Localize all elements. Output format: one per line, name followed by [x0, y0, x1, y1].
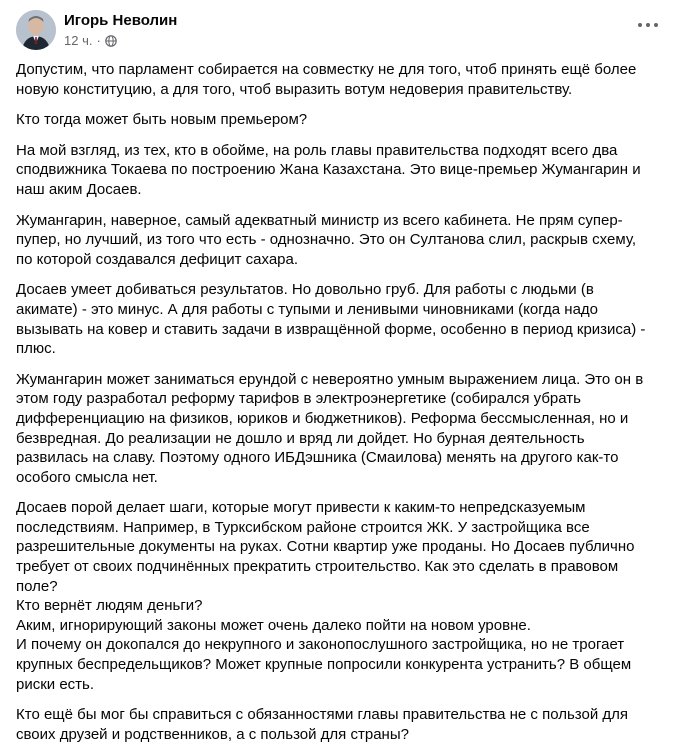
post-paragraph: Жумангарин, наверное, самый адекватный министр из всего кабинета. Не прям супер-пупер, но лучший, из того что есть - однозначно. Это он Султанова слил, раскрыв схему, по которой создавался дефицит сахара. — [16, 211, 636, 268]
post-body — [16, 60, 656, 755]
post-paragraph: На мой взгляд, из тех, кто в обойме, на роль главы правительства подходят всего два сподвижника Токаева по построению Жана Казахстана. Это вице-премьер Жумангарин и наш аким Досаев. — [16, 141, 641, 198]
post-paragraph: Кто тогда может быть новым премьером? — [16, 111, 308, 129]
author-avatar[interactable] — [16, 10, 56, 50]
post-paragraph: Допустим, что парламент собирается на совместку не для того, чтоб принять ещё более новую конституцию, а для того, чтоб выразить вотум недоверия правительству. — [16, 61, 637, 98]
meta-separator: · — [96, 33, 101, 48]
globe-icon[interactable] — [105, 35, 117, 47]
post-meta — [64, 33, 117, 48]
post-paragraph: Досаев порой делает шаги, которые могут привести к каким-то непредсказуемым последствиям. Например, в Турксибском районе строится ЖК. У застройщика все разрешительные документы на руках. Сотни квартир уже проданы. Но Досаев публично требует от своих подчинённых прекратить строительство. Как это сделать в правовом поле? Кто вернёт людям деньги? Аким, игнорирующий законы может очень далеко пойти на новом уровне. И почему он докопался до некрупного и законопослушного застройщика, но не трогает крупных беспредельщиков? Может крупные попросили конкурента устранить? В общем риски есть. — [16, 499, 635, 693]
post-paragraph: Досаев умеет добиваться результатов. Но довольно груб. Для работы с людьми (в акимате) - это минус. А для работы с тупыми и ленивыми чиновниками (когда надо вызывать на ковер и ставить задачи в извращённой форме, особенно в период кризиса) - плюс. — [16, 281, 646, 358]
more-options-icon[interactable] — [638, 18, 658, 32]
author-name[interactable]: Игорь Неволин — [64, 12, 178, 29]
post-paragraph: Кто ещё бы мог бы справиться с обязанностями главы правительства не с пользой для своих друзей и родственников, а с пользой для страны? — [16, 706, 629, 743]
post-time[interactable]: 12 ч. — [64, 33, 93, 48]
post-paragraph: Жумангарин может заниматься ерундой с невероятно умным выражением лица. Это он в этом году разработал реформу тарифов в электроэнергетике (собиралcя убрать дифференциацию на физиков, юриков и бюджетников). Реформа бессмысленная, но и безвредная. До реализации не дошло и вряд ли дойдет. Но бурная деятельность развилась на славу. Поэтому одного ИБДэшника (Смаилова) менять на другого как-то особого смысла нет. — [16, 370, 644, 486]
post-header — [16, 10, 666, 54]
